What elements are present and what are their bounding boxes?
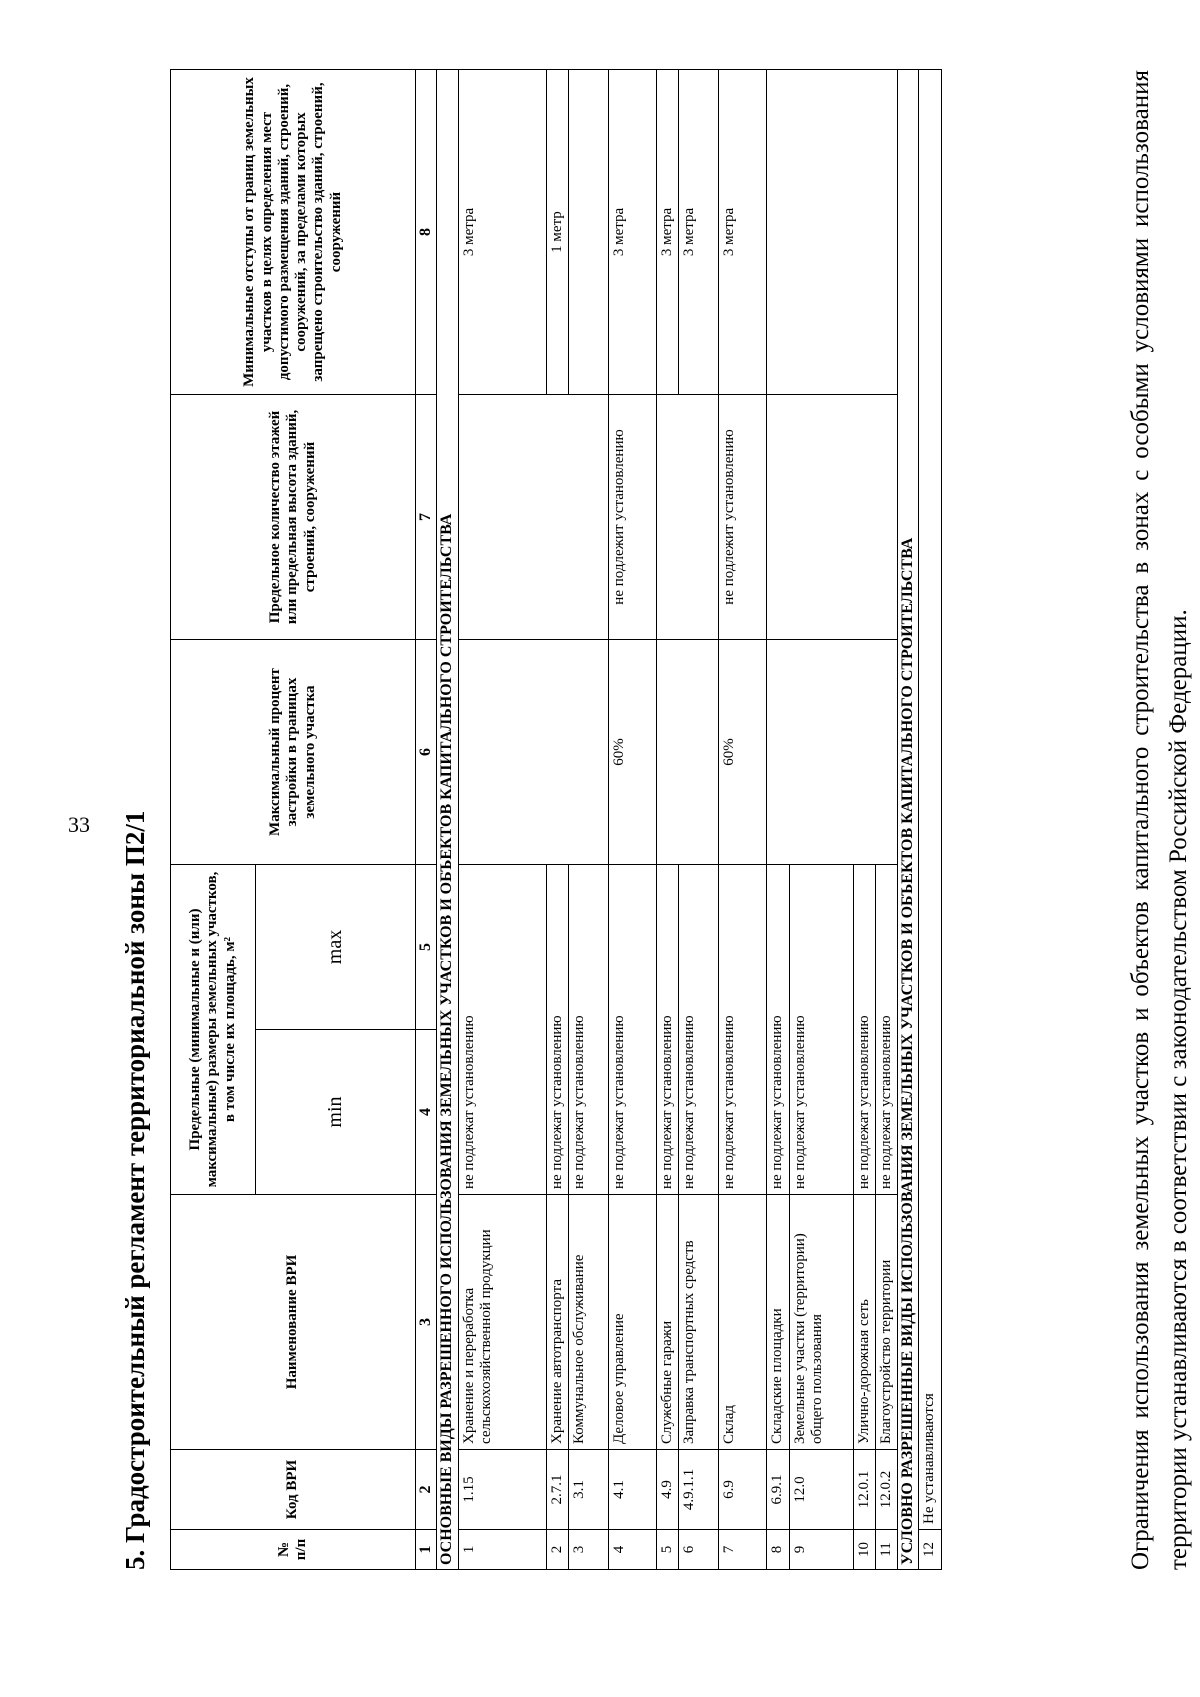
col-number: 5 [416, 865, 437, 1030]
row-setback: 1 метр [546, 70, 568, 395]
row-percent [657, 640, 719, 865]
row-setback [569, 70, 609, 395]
header-area-size: Предельные (минимальные и (или) максимальные) размеры земельных участков, в том числе их площадь, м² [171, 865, 256, 1195]
row-number: 12 [919, 1530, 941, 1570]
row-name: Деловое управление [609, 1195, 657, 1450]
row-code: 4.9.1.1 [679, 1450, 719, 1530]
col-number: 1 [416, 1530, 437, 1570]
row-size-limits: не подлежат установлению [609, 865, 657, 1195]
row-name: Склад [719, 1195, 767, 1450]
row-size-limits: не подлежат установлению [719, 865, 767, 1195]
row-floors [767, 395, 898, 640]
row-name: Складские площадки [767, 1195, 789, 1450]
row-size-limits: не подлежат установлению [458, 865, 546, 1195]
row-size-limits: не подлежат установлению [789, 865, 853, 1195]
row-size-limits: не подлежат установлению [679, 865, 719, 1195]
table-row [609, 70, 657, 1570]
header-setback: Минимальные отступы от границ земельных участков в целях определения мест допустимого размещения зданий, строений, сооружений, за пределами которых запрещено строительство зданий, строений, сооружений [171, 70, 416, 395]
row-code: 12.0 [789, 1450, 853, 1530]
row-name: Коммунальное обслуживание [569, 1195, 609, 1450]
table-row [657, 70, 679, 1570]
col-number: 8 [416, 70, 437, 395]
rotated-page-content [120, 70, 1192, 1570]
row-size-limits: не подлежат установлению [767, 865, 789, 1195]
row-code: 2.7.1 [546, 1450, 568, 1530]
header-build-percent: Максимальный процент застройки в границах земельного участка [171, 640, 416, 865]
row-code: 12.0.2 [875, 1450, 897, 1530]
row-name: Заправка транспортных средств [679, 1195, 719, 1450]
table-row [458, 70, 546, 1570]
restrictions-note: Ограничения использования земельных участков и объектов капитального строительства в зонах с особыми условиями использования территории устанавливаются в соответствии с законодательством Российской Федерации. [1127, 70, 1192, 1570]
row-number: 11 [875, 1530, 897, 1570]
col-number: 2 [416, 1450, 437, 1530]
row-setback: 3 метра [609, 70, 657, 395]
row-name: Хранение автотранспорта [546, 1195, 568, 1450]
page-title: 5. Градостроительный регламент территориальной зоны П2/1 [120, 810, 150, 1570]
header-num: № п/п [171, 1530, 416, 1570]
header-name: Наименование ВРИ [171, 1195, 416, 1450]
row-name: Улично-дорожная сеть [853, 1195, 875, 1450]
row-number: 10 [853, 1530, 875, 1570]
row-name: Благоустройство территории [875, 1195, 897, 1450]
table-row [767, 70, 789, 1570]
row-number: 7 [719, 1530, 767, 1570]
header-floors: Предельное количество этажей или предельная высота зданий, строений, сооружений [171, 395, 416, 640]
row-percent: 60% [719, 640, 767, 865]
row-number: 5 [657, 1530, 679, 1570]
row-number: 2 [546, 1530, 568, 1570]
row-name: Служебные гаражи [657, 1195, 679, 1450]
row-number: 9 [789, 1530, 853, 1570]
row-floors: не подлежит установлению [719, 395, 767, 640]
row-size-limits: не подлежат установлению [853, 865, 875, 1195]
row-code: 4.1 [609, 1450, 657, 1530]
row-code: 4.9 [657, 1450, 679, 1530]
row-size-limits: не подлежат установлению [657, 865, 679, 1195]
header-area-max: max [256, 865, 416, 1030]
row-number: 6 [679, 1530, 719, 1570]
row-code: 6.9 [719, 1450, 767, 1530]
col-number: 4 [416, 1030, 437, 1195]
row-setback: 3 метра [458, 70, 546, 395]
row-code: 1.15 [458, 1450, 546, 1530]
col-number: 7 [416, 395, 437, 640]
row-size-limits: не подлежат установлению [569, 865, 609, 1195]
table-row [719, 70, 767, 1570]
section-conditional-row [898, 70, 919, 1570]
col-number: 6 [416, 640, 437, 865]
row-name: Хранение и переработка сельскохозяйственной продукции [458, 1195, 546, 1450]
header-area-min: min [256, 1030, 416, 1195]
row-floors: не подлежит установлению [609, 395, 657, 640]
header-code: Код ВРИ [171, 1450, 416, 1530]
row-number: 8 [767, 1530, 789, 1570]
row-text: Не устанавливаются [919, 70, 941, 1530]
row-number: 3 [569, 1530, 609, 1570]
row-code: 12.0.1 [853, 1450, 875, 1530]
row-number: 1 [458, 1530, 546, 1570]
row-percent: 60% [609, 640, 657, 865]
row-name: Земельные участки (территории) общего пользования [789, 1195, 853, 1450]
col-number: 3 [416, 1195, 437, 1450]
section-main-title: ОСНОВНЫЕ ВИДЫ РАЗРЕШЕННОГО ИСПОЛЬЗОВАНИЯ ЗЕМЕЛЬНЫХ УЧАСТКОВ И ОБЪЕКТОВ КАПИТАЛЬНОГО СТРОИТЕЛЬСТВА [437, 70, 458, 1570]
section-conditional-title: УСЛОВНО РАЗРЕШЕННЫЕ ВИДЫ ИСПОЛЬЗОВАНИЯ ЗЕМЕЛЬНЫХ УЧАСТКОВ И ОБЪЕКТОВ КАПИТАЛЬНОГО СТРОИТЕЛЬСТВА [898, 70, 919, 1570]
row-setback: 3 метра [719, 70, 767, 395]
row-floors [657, 395, 719, 640]
row-percent [458, 640, 608, 865]
row-floors [458, 395, 608, 640]
table-row [919, 70, 941, 1570]
section-main-row [437, 70, 458, 1570]
row-size-limits: не подлежат установлению [875, 865, 897, 1195]
row-code: 6.9.1 [767, 1450, 789, 1530]
column-numbers-row [416, 70, 437, 1570]
row-setback: 3 метра [657, 70, 679, 395]
row-setback: 3 метра [679, 70, 719, 395]
row-code: 3.1 [569, 1450, 609, 1530]
row-percent [767, 640, 898, 865]
row-number: 4 [609, 1530, 657, 1570]
row-size-limits: не подлежат установлению [546, 865, 568, 1195]
regulation-table [170, 69, 942, 1570]
page-number: 33 [68, 812, 90, 837]
row-setback [767, 70, 898, 395]
